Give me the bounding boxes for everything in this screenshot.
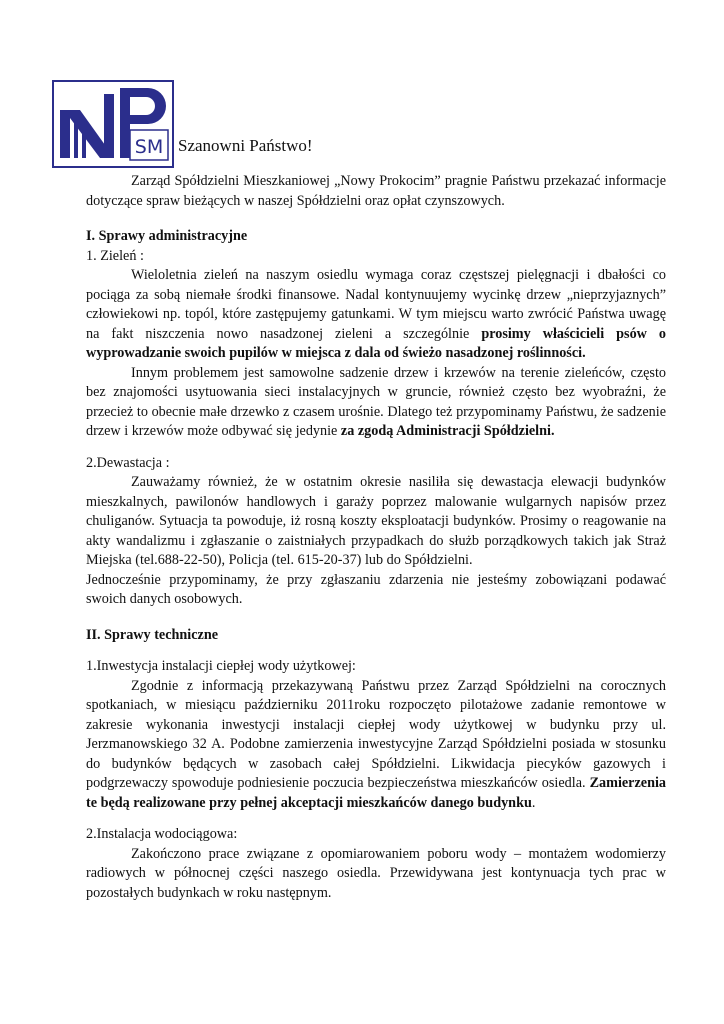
cooperative-logo <box>52 80 174 168</box>
letter-body <box>86 172 666 903</box>
dog-owners-notice: prosimy właścicieli psów o wyprowadzanie swoich pupilów w miejsca z dala od świeżo nasadzonej roślinności. <box>86 325 666 361</box>
dewastacja-label: 2.Dewastacja : <box>86 454 170 471</box>
wod-label: 2.Instalacja wodociągowa: <box>86 826 238 842</box>
cwu-label: 1.Inwestycja instalacji ciepłej wody użytkowej: <box>86 658 356 674</box>
dewastacja-paragraph-1: Zauważamy również, że w ostatnim okresie nasiliła się dewastacja elewacji budynków mieszkalnych, pawilonów handlowych i garaży poprzez malowanie wulgarnych napisów przez chuliganów. Sytuacja ta powoduje, iż rosną koszty eksploatacji budynków. Prosimy o reagowanie na akty wandalizmu i zgłaszanie o zaistniałych przypadkach do służb porządkowych takich jak Straż Miejska (tel.688-22-50), Policja (tel. 615-20-37) lub do Spółdzielni. <box>86 474 666 568</box>
zielen-paragraph-2: Innym problemem jest samowolne sadzenie drzew i krzewów na terenie zieleńców, często bez znajomości usytuowania sieci instalacyjnych w gruncie, również często bez wyobraźni, że przecież to obecnie małe drzewko z czasem urośnie. Dlatego też przypominamy Państwu, że sadzenie drzew i krzewów może odbywać się jedynie za zgodą Administracji Spółdzielni. <box>86 364 666 439</box>
section-1-heading: I. Sprawy administracyjne <box>86 228 248 244</box>
greeting: Szanowni Państwo! <box>178 136 313 155</box>
section-2-heading: II. Sprawy techniczne <box>86 626 219 643</box>
logo-sm-letters: SM <box>134 136 164 158</box>
intro-paragraph: Zarząd Spółdzielni Mieszkaniowej „Nowy Prokocim” pragnie Państwu przekazać informacje dotyczące spraw bieżących w naszej Spółdzielni oraz opłat czynszowych. <box>86 173 666 209</box>
dewastacja-paragraph-2: Jednocześnie przypominamy, że przy zgłaszaniu zdarzenia nie jesteśmy zobowiązani podawać swoich danych osobowych. <box>86 571 666 607</box>
residents-acceptance-notice: Zamierzenia te będą realizowane przy pełnej akceptacji mieszkańców danego budynku <box>86 775 666 811</box>
cwu-paragraph: Zgodnie z informacją przekazywaną Państwu przez Zarząd Spółdzielni na corocznych spotkaniach, w miesiącu październiku 2011roku rozpoczęto pilotażowe zadanie remontowe w zakresie wykonania inwestycji instalacji ciepłej wody użytkowej w budynku przy ul. Jerzmanowskiego 32 A. Podobne zamierzenia inwestycyjne Zarząd Spółdzielni posiada w stosunku do budynków będących w zasobach całej Spółdzielni. Likwidacja piecyków gazowych i podgrzewaczy spowoduje podniesienie poczucia bezpieczeństwa mieszkańców osiedla. Zamierzenia te będą realizowane przy pełnej akceptacji mieszkańców danego budynku. <box>86 677 666 811</box>
wod-paragraph: Zakończono prace związane z opomiarowaniem poboru wody – montażem wodomierzy radiowych w północnej części naszego osiedla. Przewidywana jest kontynuacja tych prac w pozostałych budynkach w roku następnym. <box>86 845 666 901</box>
administration-consent-notice: za zgodą Administracji Spółdzielni. <box>340 423 555 439</box>
zielen-label: 1. Zieleń : <box>86 247 144 264</box>
zielen-paragraph-1: Wieloletnia zieleń na naszym osiedlu wymaga coraz częstszej pielęgnacji i dbałości co pociąga za sobą niemałe środki finansowe. Nadal kontynuujemy wycinkę drzew „nieprzyjaznych” człowiekowi np. topól, które zastępujemy gatunkami. W tym miejscu warto zwrócić Państwa uwagę na fakt niszczenia nowo nasadzonej zieleni a szczególnie prosimy właścicieli psów o wyprowadzanie swoich pupilów w miejsca z dala od świeżo nasadzonej roślinności. <box>86 267 666 361</box>
